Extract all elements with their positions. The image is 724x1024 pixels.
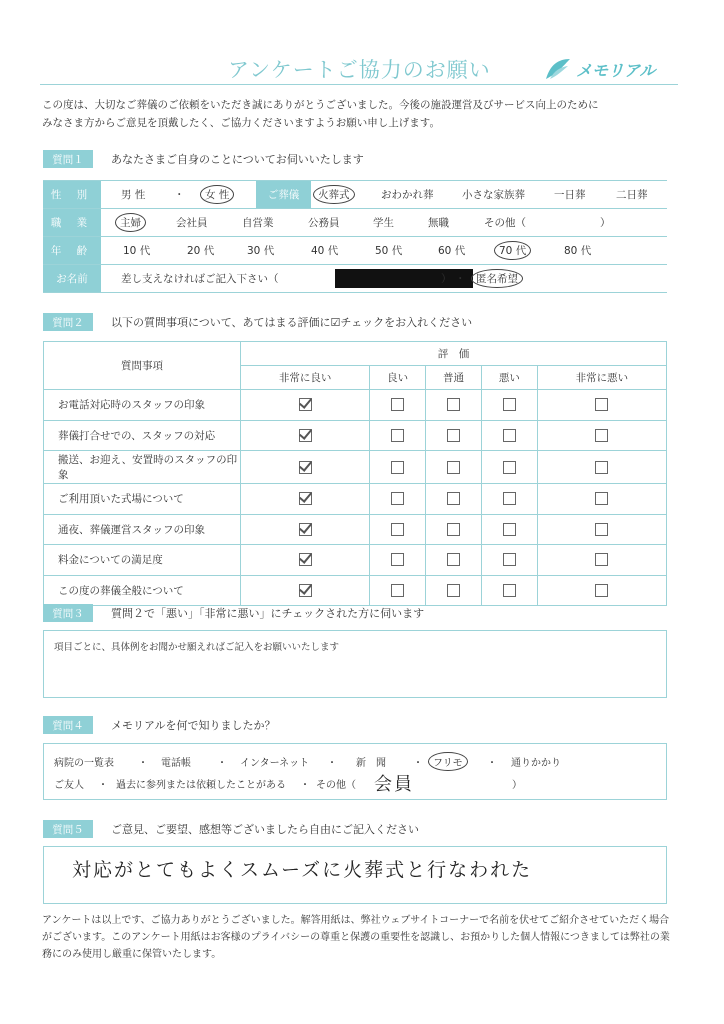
q3-header [43,604,424,622]
q2-header [43,313,472,331]
eval-cell [426,390,482,421]
q4-badge: 質問４ [43,716,93,734]
age-option[interactable]: 20 代 [187,245,215,257]
eval-cell [481,390,537,421]
q3-note: 項目ごとに、具体例をお聞かせ願えればご記入をお願いいたします [54,642,340,653]
checkbox[interactable] [391,398,404,411]
rating-header: 非常に悪い [537,366,666,390]
funeral-option[interactable]: 二日葬 [616,189,648,201]
gender-row [43,181,667,209]
col-header-items: 質問事項 [44,342,241,390]
rating-header: 普通 [426,366,482,390]
eval-cell [537,514,666,545]
age-row [43,237,667,265]
q4-header [43,716,276,734]
col-header-eval: 評 価 [241,342,667,366]
checkbox[interactable] [595,461,608,474]
anonymous-option[interactable]: 匿名希望 [471,269,523,288]
intro-line: みなさま方からご意見を頂戴したく、ご協力くださいますようお願い申し上げます。 [42,117,440,129]
checkbox[interactable] [391,492,404,505]
checkbox[interactable] [391,523,404,536]
age-option[interactable]: 30 代 [247,245,275,257]
checkbox[interactable] [447,553,460,566]
q1-text: あなたさまご自身のことについてお伺いいたします [111,153,364,166]
eval-cell [537,484,666,515]
separator: ・ [455,273,466,285]
rating-header: 非常に良い [241,366,370,390]
checkbox[interactable] [595,429,608,442]
checkbox[interactable] [595,553,608,566]
q5-text: ご意見、ご要望、感想等ございましたら自由にご記入ください [111,823,419,836]
q5-header [43,820,419,838]
eval-item-label: この度の葬儀全般について [44,575,241,606]
checkbox[interactable] [391,429,404,442]
eval-cell [370,545,426,576]
eval-cell [370,420,426,451]
checkbox[interactable] [503,429,516,442]
funeral-option[interactable]: 小さな家族葬 [462,189,525,201]
name-label: お名前 [43,265,101,292]
checkbox[interactable] [447,492,460,505]
eval-cell [241,484,370,515]
age-option[interactable]: 70 代 [494,241,531,260]
eval-row [44,545,667,576]
q1-header [43,150,364,168]
eval-row [44,390,667,421]
q4-options-box [43,743,667,800]
checkbox[interactable] [391,584,404,597]
age-label: 年 齢 [43,237,101,264]
eval-cell [481,575,537,606]
eval-cell [537,451,666,484]
eval-cell [426,484,482,515]
funeral-option[interactable]: おわかれ葬 [381,189,434,201]
evaluation-table [43,341,667,606]
eval-row [44,451,667,484]
checkbox[interactable] [447,523,460,536]
separator: ・ [98,780,108,791]
eval-cell [426,420,482,451]
checkbox[interactable] [503,553,516,566]
job-option-other[interactable]: その他（ [484,217,526,229]
eval-item-label: ご利用頂いた式場について [44,484,241,515]
job-option[interactable]: 主婦 [115,213,146,232]
checkbox[interactable] [503,584,516,597]
source-friend[interactable]: ご友人 [54,780,84,791]
separator: ・ [174,189,185,201]
footer-note [42,912,682,963]
eval-cell [370,390,426,421]
name-row [43,265,667,293]
q1-badge: 質問１ [43,150,93,168]
checked-checkbox[interactable] [299,461,312,474]
eval-cell [537,545,666,576]
checkbox[interactable] [503,523,516,536]
eval-cell [481,420,537,451]
eval-cell [537,420,666,451]
checkbox[interactable] [447,429,460,442]
eval-row [44,484,667,515]
checkbox[interactable] [595,492,608,505]
job-label: 職 業 [43,209,101,236]
rating-header: 良い [370,366,426,390]
separator: ・ [487,758,497,769]
age-option[interactable]: 80 代 [564,245,592,257]
eval-cell [241,514,370,545]
q3-text: 質問２で「悪い」「非常に悪い」にチェックされた方に伺います [111,607,425,620]
job-row [43,209,667,237]
footer-line: アンケートは以上です、ご協力ありがとうございました。解答用紙は、弊社ウェブサイトコーナーで名前を伏せてご紹介させていただく場合 [42,915,670,926]
source-hospital[interactable]: 病院の一覧表 [54,758,114,769]
source-internet[interactable]: インターネット [240,758,310,769]
funeral-option[interactable]: 一日葬 [554,189,586,201]
eval-cell [426,545,482,576]
eval-cell [370,575,426,606]
q3-answer-box[interactable] [43,630,667,698]
redacted-name [335,269,473,288]
eval-cell [481,484,537,515]
source-freemo[interactable]: フリモ [428,752,468,771]
eval-item-label: 通夜、葬儀運営スタッフの印象 [44,514,241,545]
brand-name: メモリアル [576,60,656,80]
checkbox[interactable] [595,584,608,597]
eval-cell [481,514,537,545]
title-divider [40,84,678,85]
q4-text: メモリアルを何で知りましたか？ [111,719,276,732]
separator: ・ [138,758,148,769]
name-close: ） [441,273,452,285]
eval-cell [370,451,426,484]
footer-line: 務にのみ使用し厳重に保管いたします。 [42,949,222,960]
age-option[interactable]: 40 代 [311,245,339,257]
checkbox[interactable] [447,584,460,597]
q3-badge: 質問３ [43,604,93,622]
funeral-option[interactable]: 火葬式 [313,185,355,204]
checkbox[interactable] [503,461,516,474]
checked-checkbox[interactable] [299,584,312,597]
checkbox[interactable] [447,461,460,474]
eval-cell [481,545,537,576]
eval-row [44,420,667,451]
checked-checkbox[interactable] [299,553,312,566]
q2-badge: 質問２ [43,313,93,331]
eval-cell [537,575,666,606]
eval-cell [426,575,482,606]
eval-cell [537,390,666,421]
checked-checkbox[interactable] [299,429,312,442]
leaf-logo-icon [544,57,572,81]
eval-item-label: 葬儀打合せでの、スタッフの対応 [44,420,241,451]
checkbox[interactable] [391,461,404,474]
checkbox[interactable] [503,398,516,411]
checkbox[interactable] [595,398,608,411]
eval-cell [370,514,426,545]
source-newspaper[interactable]: 新 聞 [356,758,386,769]
checkbox[interactable] [391,553,404,566]
gender-female[interactable]: 女 性 [200,185,234,204]
eval-cell [241,575,370,606]
separator: ・ [413,758,423,769]
job-option[interactable]: 自営業 [242,217,274,229]
q1-grid [43,180,667,293]
name-prompt: 差し支えなければご記入下さい（ [121,273,279,285]
eval-cell [241,390,370,421]
separator: ・ [217,758,227,769]
eval-row [44,514,667,545]
q5-answer-box[interactable] [43,846,667,904]
eval-row [44,575,667,606]
eval-cell [241,451,370,484]
eval-item-label: 料金についての満足度 [44,545,241,576]
job-option-other-close: ） [600,217,611,229]
eval-cell [426,514,482,545]
job-option[interactable]: 無職 [428,217,449,229]
checkbox[interactable] [447,398,460,411]
checkbox[interactable] [595,523,608,536]
source-passing[interactable]: 通りかかり [511,758,561,769]
eval-cell [241,420,370,451]
intro-line: この度は、大切なご葬儀のご依頼をいただき誠にありがとうございました。今後の施設運営及びサービス向上のために [42,99,599,111]
eval-cell [241,545,370,576]
page-title: アンケートご協力のお願い [228,58,491,82]
source-other-close: ） [512,780,522,791]
checked-checkbox[interactable] [299,398,312,411]
separator: ・ [327,758,337,769]
source-past[interactable]: 過去に参列または依頼したことがある [116,780,286,791]
source-other-answer: 会員 [374,774,414,795]
q5-badge: 質問５ [43,820,93,838]
age-option[interactable]: 10 代 [123,245,151,257]
job-option[interactable]: 学生 [373,217,394,229]
checkbox[interactable] [503,492,516,505]
checked-checkbox[interactable] [299,492,312,505]
intro-text [42,96,682,132]
checked-checkbox[interactable] [299,523,312,536]
eval-cell [426,451,482,484]
rating-header: 悪い [481,366,537,390]
eval-cell [370,484,426,515]
funeral-label: ご葬儀 [256,181,311,208]
source-phonebook[interactable]: 電話帳 [161,758,191,769]
gender-male[interactable]: 男 性 [121,189,146,201]
eval-item-label: 搬送、お迎え、安置時のスタッフの印象 [44,451,241,484]
q2-text: 以下の質問事項について、あてはまる評価に☑チェックをお入れください [111,316,473,329]
job-option[interactable]: 会社員 [176,217,208,229]
brand-logo [544,56,655,82]
q5-handwritten-answer: 対応がとてもよくスムーズに火葬式と行なわれた [72,859,533,881]
age-option[interactable]: 50 代 [375,245,403,257]
gender-label: 性 別 [43,181,101,208]
source-other[interactable]: その他（ [316,780,356,791]
eval-cell [481,451,537,484]
job-option[interactable]: 公務員 [308,217,340,229]
separator: ・ [300,780,310,791]
eval-item-label: お電話対応時のスタッフの印象 [44,390,241,421]
footer-line: がございます。このアンケート用紙はお客様のプライバシーの尊重と保護の重要性を認識し、お預かりした個人情報につきましては弊社の業 [42,932,670,943]
age-option[interactable]: 60 代 [438,245,466,257]
